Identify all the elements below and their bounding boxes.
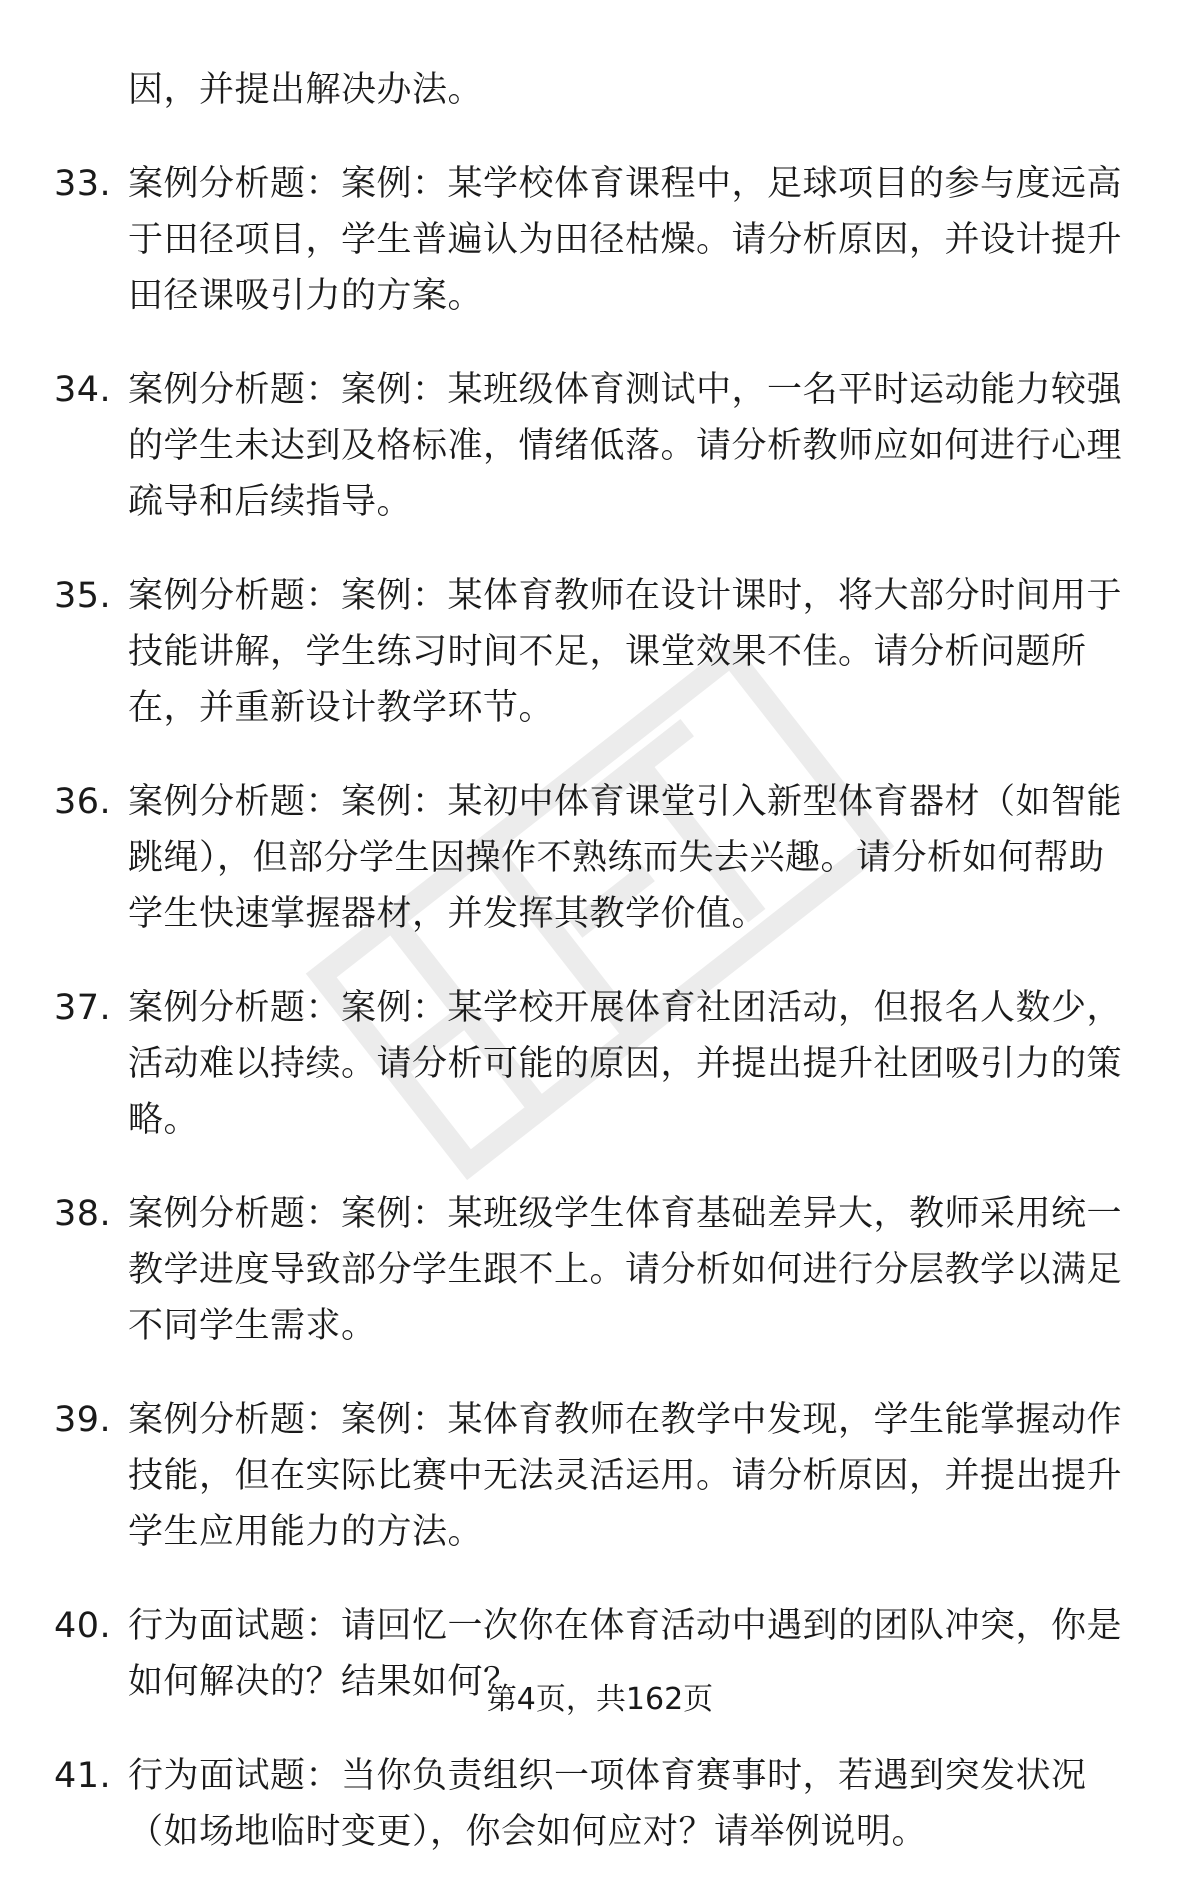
question-item-41	[0, 1748, 1200, 1860]
question-text: 案例分析题：案例：某班级体育测试中，一名平时运动能力较强的学生未达到及格标准，情绪低落。请分析教师应如何进行心理疏导和后续指导。	[128, 370, 1123, 522]
question-item-36	[0, 774, 1200, 942]
question-number: 33.	[54, 164, 112, 204]
question-text: 案例分析题：案例：某初中体育课堂引入新型体育器材（如智能跳绳），但部分学生因操作不熟练而失去兴趣。请分析如何帮助学生快速掌握器材，并发挥其教学价值。	[128, 782, 1123, 934]
question-text: 案例分析题：案例：某体育教师在设计课时，将大部分时间用于技能讲解，学生练习时间不足，课堂效果不佳。请分析问题所在，并重新设计教学环节。	[128, 576, 1123, 728]
question-item-38	[0, 1186, 1200, 1354]
question-number: 34.	[54, 370, 112, 410]
question-number: 37.	[54, 988, 112, 1028]
question-list	[0, 62, 1200, 1898]
page-footer: 第4页，共162页	[486, 1682, 714, 1717]
question-number: 39.	[54, 1400, 112, 1440]
question-item-33	[0, 156, 1200, 324]
question-number: 36.	[54, 782, 112, 822]
question-text: 行为面试题：当你负责组织一项体育赛事时，若遇到突发状况（如场地临时变更），你会如何应对？请举例说明。	[128, 1756, 1087, 1852]
question-text: 行为面试题：请回忆一次你在体育活动中遇到的团队冲突，你是如何解决的？结果如何？	[128, 1606, 1123, 1702]
question-item-37	[0, 980, 1200, 1148]
question-number: 41.	[54, 1756, 112, 1796]
question-item-35	[0, 568, 1200, 736]
question-text: 案例分析题：案例：某学校体育课程中，足球项目的参与度远高于田径项目，学生普遍认为田径枯燥。请分析原因，并设计提升田径课吸引力的方案。	[128, 164, 1123, 316]
question-item-39	[0, 1392, 1200, 1560]
question-number: 38.	[54, 1194, 112, 1234]
question-item-34	[0, 362, 1200, 530]
question-number: 35.	[54, 576, 112, 616]
question-number: 40.	[54, 1606, 112, 1646]
continuation-paragraph: 因，并提出解决办法。	[128, 70, 484, 110]
question-text: 案例分析题：案例：某班级学生体育基础差异大，教师采用统一教学进度导致部分学生跟不上。请分析如何进行分层教学以满足不同学生需求。	[128, 1194, 1123, 1346]
question-text: 案例分析题：案例：某学校开展体育社团活动，但报名人数少，活动难以持续。请分析可能的原因，并提出提升社团吸引力的策略。	[128, 988, 1123, 1140]
question-text: 案例分析题：案例：某体育教师在教学中发现，学生能掌握动作技能，但在实际比赛中无法灵活运用。请分析原因，并提出提升学生应用能力的方法。	[128, 1400, 1123, 1552]
